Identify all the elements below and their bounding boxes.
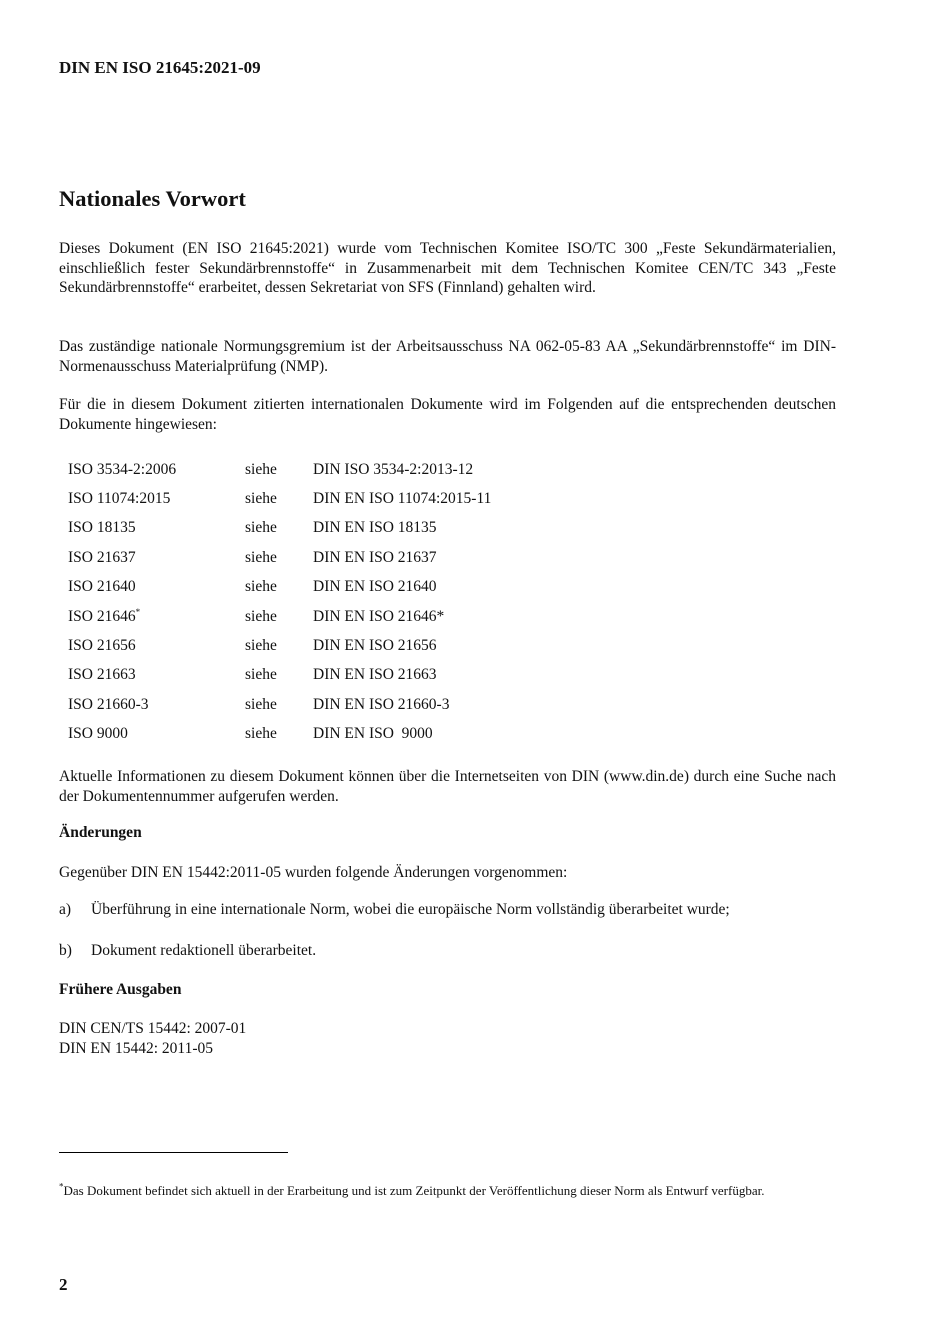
footnote-text: Das Dokument befindet sich aktuell in der Erarbeitung und ist zum Zeitpunkt der Veröffentlichung dieser Norm als Entwurf verfügbar. [63,1183,765,1198]
reference-international-text: ISO 21663 [68,666,136,684]
reference-international [68,661,245,690]
reference-german: DIN EN ISO 21660-3 [313,695,450,713]
list-marker: b) [59,942,72,959]
paragraph-info: Aktuelle Informationen zu diesem Dokument können über die Internetseiten von DIN (www.din.de) durch eine Suche nach der Dokumentennummer aufgerufen werden. [59,768,836,805]
reference-german: DIN EN ISO 21640 [313,578,437,596]
reference-international-text: ISO 21660-3 [68,695,149,713]
reference-international [68,573,245,602]
reference-separator: siehe [245,548,277,566]
reference-international-text: ISO 21656 [68,637,136,655]
list-marker: a) [59,901,72,918]
reference-international [68,484,245,513]
reference-international [68,631,245,660]
paragraph-references-intro: Für die in diesem Dokument zitierten internationalen Dokumente wird im Folgenden auf die entsprechenden deutschen Dokumente hingewiesen: [59,396,836,433]
reference-international-text: ISO 9000 [68,725,128,743]
footnote-mark: * [59,1181,64,1192]
reference-row [68,455,491,484]
previous-editions-list [59,1019,246,1058]
reference-german: DIN EN ISO 21637 [313,548,437,566]
list-item [59,942,316,960]
reference-international [68,514,245,543]
changes-intro: Gegenüber DIN EN 15442:2011-05 wurden folgende Änderungen vorgenommen: [59,864,568,881]
reference-separator: siehe [245,490,277,508]
footnote-reference-mark: * [135,606,141,617]
list-text: Überführung in eine internationale Norm, wobei die europäische Norm vollständig überarbeitet wurde; [91,901,730,918]
reference-international [68,602,245,631]
reference-international-text: ISO 11074:2015 [68,490,171,508]
reference-row [68,484,491,513]
reference-separator: siehe [245,637,277,655]
reference-international-text: ISO 21637 [68,548,136,566]
reference-german: DIN EN ISO 21646* [313,607,445,625]
reference-german: DIN ISO 3534-2:2013-12 [313,460,474,478]
reference-international-text: ISO 18135 [68,519,136,537]
reference-separator: siehe [245,725,277,743]
reference-german: DIN EN ISO 9000 [313,725,433,743]
reference-row [68,602,491,631]
reference-international [68,455,245,484]
changes-heading: Änderungen [59,824,142,841]
previous-edition: DIN EN 15442: 2011-05 [59,1039,213,1057]
footnote-divider [59,1152,288,1153]
list-item [59,901,730,919]
paragraph-committee: Dieses Dokument (EN ISO 21645:2021) wurde vom Technischen Komitee ISO/TC 300 „Feste Sekundärmaterialien, einschließlich fester Sekundärbrennstoffe“ in Zusammenarbeit mit dem Technischen Komitee CEN/TC 343 „Feste Sekundärbrennstoffe“ erarbeitet, dessen Sekretariat von SFS (Finnland) gehalten wird. [59,240,836,297]
reference-row [68,573,491,602]
reference-german: DIN EN ISO 21656 [313,637,437,655]
reference-row [68,514,491,543]
reference-german: DIN EN ISO 21663 [313,666,437,684]
paragraph-national-body: Das zuständige nationale Normungsgremium ist der Arbeitsausschuss NA 062-05-83 AA „Sekundärbrennstoffe“ im DIN-Normenausschuss Materialprüfung (NMP). [59,338,836,375]
reference-separator: siehe [245,695,277,713]
reference-international [68,543,245,572]
page-title: Nationales Vorwort [59,186,246,211]
reference-international [68,690,245,719]
reference-separator: siehe [245,460,277,478]
reference-row [68,661,491,690]
reference-row [68,543,491,572]
previous-editions-heading: Frühere Ausgaben [59,981,182,998]
reference-row [68,631,491,660]
reference-international [68,720,245,749]
list-text: Dokument redaktionell überarbeitet. [91,942,317,959]
reference-international-text: ISO 21640 [68,578,136,596]
reference-international-text: ISO 3534-2:2006 [68,460,177,478]
reference-row [68,720,491,749]
previous-edition: DIN CEN/TS 15442: 2007-01 [59,1020,247,1037]
reference-separator: siehe [245,578,277,596]
reference-row [68,690,491,719]
footnote [59,1182,836,1200]
reference-separator: siehe [245,519,277,537]
reference-separator: siehe [245,666,277,684]
page-number: 2 [59,1275,68,1294]
reference-international-text: ISO 21646 [68,607,136,625]
reference-german: DIN EN ISO 18135 [313,519,437,537]
reference-separator: siehe [245,607,277,625]
reference-german: DIN EN ISO 11074:2015-11 [313,490,492,508]
document-id: DIN EN ISO 21645:2021-09 [59,58,261,77]
reference-table [68,455,491,749]
